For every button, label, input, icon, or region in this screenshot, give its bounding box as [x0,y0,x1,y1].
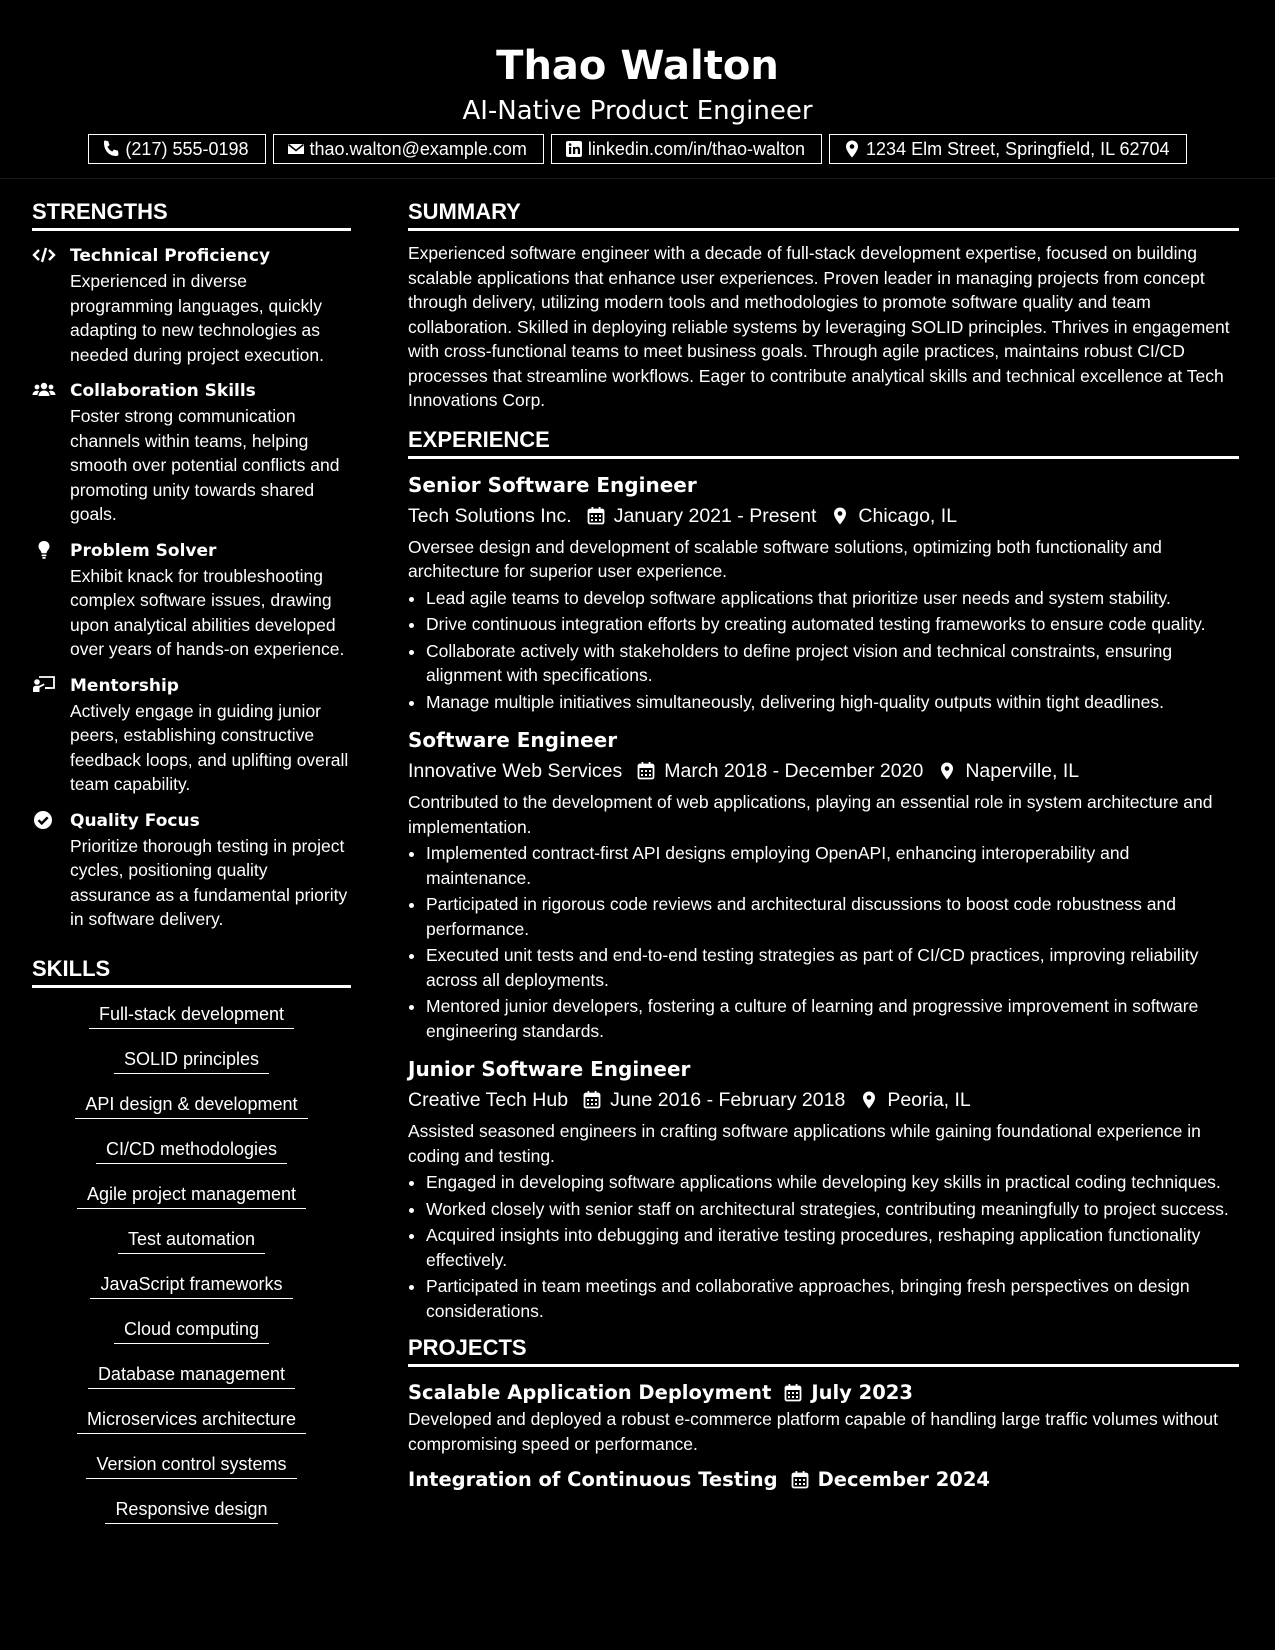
phone-icon [101,139,121,159]
project-title: Scalable Application Deployment [408,1381,772,1404]
strength-item [32,808,351,932]
bullet-item: • Mentored junior developers, fostering a culture of learning and progressive improvement in software engineering standards. [426,994,1239,1043]
contact-email-text: thao.walton@example.com [309,139,527,159]
skill-tag: Full-stack development [89,1002,294,1029]
job-bullets [408,1170,1239,1323]
job-meta [408,1085,1239,1115]
company-name: Innovative Web Services [408,760,623,782]
chalkboard-teacher-icon [32,675,56,695]
contact-linkedin-text: linkedin.com/in/thao-walton [587,139,806,159]
skill-tag: Version control systems [86,1452,296,1479]
right-column [408,179,1239,1542]
contact-address[interactable] [829,134,1187,164]
skill-tag: Responsive design [105,1497,277,1524]
experience-entry [408,471,1239,715]
location-pin-icon [937,761,957,781]
bullet-item: • Participated in team meetings and collaborative approaches, bringing fresh perspectives on design considerations. [426,1274,1239,1323]
resume-header [0,0,1275,179]
calendar-icon [790,1470,810,1490]
contact-address-text: 1234 Elm Street, Springfield, IL 62704 [866,139,1170,159]
bullet-item: • Executed unit tests and end-to-end testing strategies as part of CI/CD practices, improving reliability across all deployments. [426,943,1239,992]
location-pin-icon [859,1090,879,1110]
candidate-name: Thao Walton [496,43,779,89]
project-description: Developed and deployed a robust e-commerce platform capable of handling large traffic volumes without compromising speed or performance. [408,1409,1218,1454]
left-column [32,179,351,1542]
job-dates: March 2018 - December 2020 [664,760,924,782]
skills-heading: SKILLS [32,956,351,988]
job-meta [408,756,1239,786]
lightbulb-icon [32,540,56,560]
skills-section [32,956,351,1542]
strength-title: Technical Proficiency [70,246,271,266]
calendar-icon [636,761,656,781]
company-name: Creative Tech Hub [408,1089,569,1111]
job-dates: January 2021 - Present [613,504,817,527]
job-bullets [408,841,1239,1043]
job-title: Software Engineer [408,728,618,752]
strength-item [32,378,351,527]
job-description: Contributed to the development of web applications, playing an essential role in system architecture and implementation. [408,792,1213,837]
strength-title: Problem Solver [70,540,217,561]
strength-title: Mentorship [70,675,179,696]
job-description: Assisted seasoned engineers in crafting software applications while gaining foundational experience in coding and testing. [408,1121,1201,1166]
project-entry [408,1466,1239,1494]
candidate-title: AI-Native Product Engineer [462,96,813,126]
contact-email[interactable] [273,134,544,164]
project-date: December 2024 [817,1468,990,1491]
skill-tag: CI/CD methodologies [96,1137,287,1164]
bullet-item: • Manage multiple initiatives simultaneously, delivering high-quality outputs within tight deadlines. [426,690,1239,715]
bullet-item: • Engaged in developing software applications while developing key skills in practical coding techniques. [426,1170,1239,1195]
linkedin-icon [564,139,584,159]
skill-tag: Database management [88,1362,295,1389]
strength-item [32,538,351,662]
job-dates: June 2016 - February 2018 [610,1089,846,1111]
strength-desc: Experienced in diverse programming languages, quickly adapting to new technologies as needed during project execution. [70,271,324,365]
calendar-icon [586,506,606,526]
skill-tag: JavaScript frameworks [90,1272,292,1299]
calendar-icon [783,1383,803,1403]
bullet-item: • Implemented contract-first API designs employing OpenAPI, enhancing interoperability and maintenance. [426,841,1239,890]
check-circle-icon [32,810,56,830]
location-pin-icon [842,139,862,159]
strength-title: Quality Focus [70,810,200,831]
skill-tag: SOLID principles [114,1047,269,1074]
code-icon [32,245,56,265]
skill-tag: Agile project management [77,1182,306,1209]
skill-tag: API design & development [75,1092,307,1119]
bullet-item: • Acquired insights into debugging and iterative testing procedures, reshaping application functionality effectively. [426,1223,1239,1272]
strength-item [32,673,351,797]
project-date: July 2023 [811,1381,913,1404]
skill-tag: Microservices architecture [77,1407,306,1434]
strength-desc: Exhibit knack for troubleshooting complex software issues, drawing upon analytical abilities developed over years of hands-on experience. [70,565,345,659]
bullet-item: • Lead agile teams to develop software applications that prioritize user needs and system stability. [426,586,1239,611]
job-bullets [408,586,1239,715]
job-title: Senior Software Engineer [408,472,697,497]
project-entry [408,1379,1239,1456]
bullet-item: • Participated in rigorous code reviews and architectural discussions to boost code robustness and performance. [426,892,1239,941]
job-location: Peoria, IL [887,1089,971,1111]
envelope-icon [286,139,306,159]
strength-desc: Prioritize thorough testing in project cycles, positioning quality assurance as a fundamental priority in software delivery. [70,835,348,929]
projects-heading: PROJECTS [408,1335,1239,1367]
contact-phone[interactable] [88,134,265,164]
strength-title: Collaboration Skills [70,381,256,401]
company-name: Tech Solutions Inc. [408,504,572,527]
experience-entry [408,726,1239,1043]
project-title: Integration of Continuous Testing [408,1468,778,1491]
experience-entry [408,1055,1239,1323]
contact-phone-text: (217) 555-0198 [125,139,249,159]
job-meta [408,501,1239,531]
project-header [408,1379,1239,1407]
strengths-heading: STRENGTHS [32,199,351,231]
strength-desc: Foster strong communication channels within teams, helping smooth over potential conflicts and promoting unity towards shared goals. [70,406,340,524]
job-description: Oversee design and development of scalable software solutions, optimizing both functionality and architecture for superior user experience. [408,536,1162,581]
bullet-item: • Worked closely with senior staff on architectural strategies, contributing meaningfully to project success. [426,1197,1239,1222]
project-header [408,1466,1239,1494]
calendar-icon [582,1090,602,1110]
strength-desc: Actively engage in guiding junior peers, establishing constructive feedback loops, and uplifting overall team capability. [70,700,349,794]
location-pin-icon [830,506,850,526]
skill-tag: Test automation [118,1227,265,1254]
bullet-item: • Collaborate actively with stakeholders to define project vision and technical constraints, ensuring alignment with specifications. [426,639,1239,688]
strength-item [32,243,351,367]
skill-tag: Cloud computing [114,1317,269,1344]
job-title: Junior Software Engineer [408,1057,691,1081]
summary-heading: SUMMARY [408,199,1239,231]
experience-heading: EXPERIENCE [408,427,1239,459]
bullet-item: • Drive continuous integration efforts by creating automated testing frameworks to ensure code quality. [426,612,1239,637]
skills-list [32,1000,351,1542]
summary-text: Experienced software engineer with a decade of full-stack development expertise, focused on building scalable applications that enhance user experiences. Proven leader in managing projects from concept through delivery, utilizing modern tools and methodologies to promote software quality and team collaboration. Skilled in deploying reliable systems by leveraging SOLID principles. Thrives in engagement with cross-functional teams to meet business goals. Through agile practices, maintains robust CI/CD processes that streamline workflows. Eager to contribute analytical skills and technical excellence at Tech Innovations Corp. [408,243,1230,410]
contact-linkedin[interactable] [551,134,822,164]
users-icon [32,380,56,400]
contact-bar [0,134,1275,164]
job-location: Naperville, IL [965,760,1080,782]
job-location: Chicago, IL [858,504,958,527]
